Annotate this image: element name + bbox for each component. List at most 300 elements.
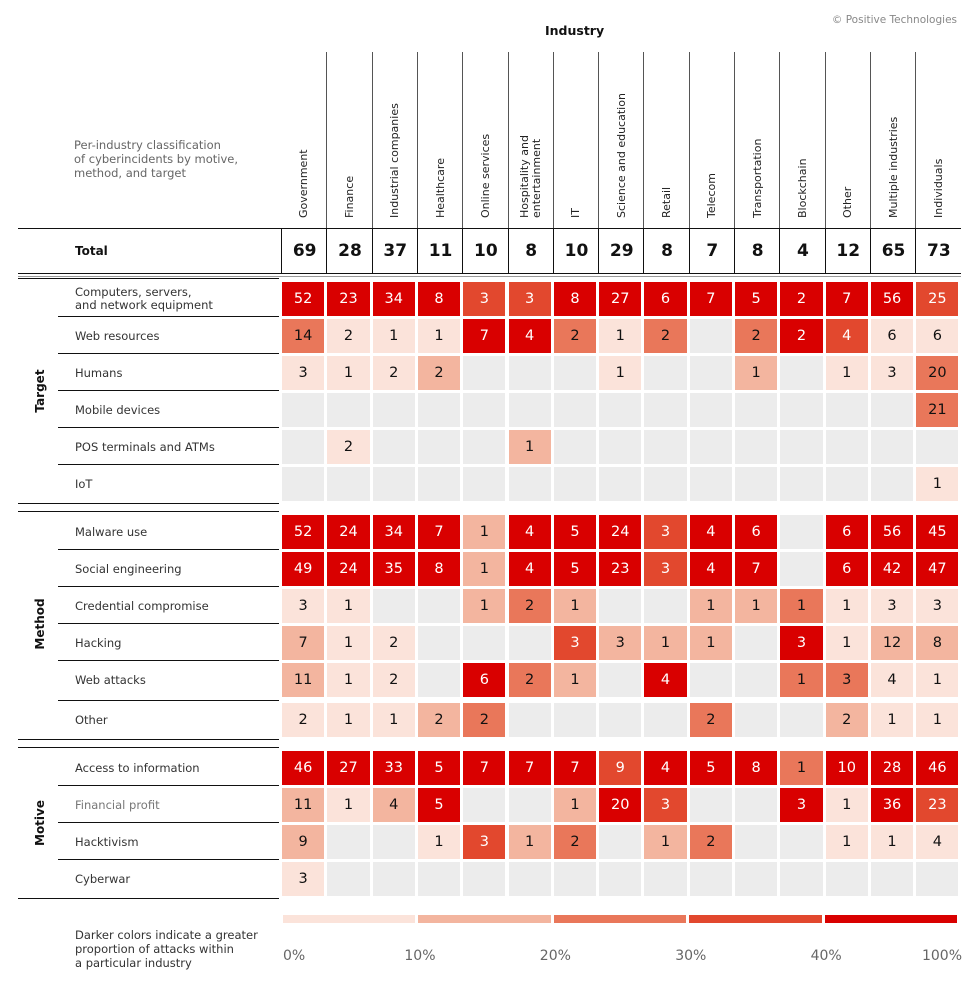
heatmap-cell: 46 [916,751,958,785]
heatmap-cell: 1 [327,788,369,822]
heatmap-cell: 3 [644,552,686,586]
heatmap-cell: 1 [373,703,415,737]
heatmap-cell: 1 [826,589,868,623]
column-header [553,52,599,228]
heatmap-cell: 4 [826,319,868,353]
caption-line: of cyberincidents by motive, [74,152,239,166]
heatmap-cell [282,430,324,464]
heatmap-cell [373,862,415,896]
heatmap-cell [690,862,732,896]
heatmap-cell: 1 [871,825,913,859]
column-header-label: Government [296,149,310,218]
heatmap-cell: 49 [282,552,324,586]
legend-caption-line: a particular industry [75,956,192,970]
heatmap-cell: 2 [780,319,822,353]
heatmap-cell: 42 [871,552,913,586]
group-bottom-line [18,898,279,899]
row-separator [58,464,279,465]
heatmap-cell [826,467,868,501]
heatmap-cell: 56 [871,282,913,316]
column-header-label: Healthcare [433,158,447,218]
heatmap-cell: 11 [282,663,324,697]
heatmap-cell [373,393,415,427]
heatmap-cell [373,430,415,464]
row-label: Financial profit [75,798,160,812]
column-header [462,52,508,228]
heatmap-cell: 1 [599,356,641,390]
heatmap-cell: 20 [916,356,958,390]
column-header [643,52,689,228]
heatmap-cell: 3 [644,788,686,822]
heatmap-cell [780,825,822,859]
heatmap-cell [735,467,777,501]
row-separator [58,316,279,317]
row-separator [58,859,279,860]
heatmap-cell: 1 [554,663,596,697]
row-label: Access to information [75,761,200,775]
caption-line: method, and target [74,166,186,180]
legend-tick-label: 30% [675,948,707,964]
row-label: Hacktivism [75,835,139,849]
heatmap-cell [463,626,505,660]
heatmap-cell [599,393,641,427]
total-value: 8 [508,229,554,273]
group-top-line [18,278,279,279]
heatmap-cell: 5 [554,515,596,549]
heatmap-cell: 6 [826,515,868,549]
heatmap-cell: 1 [690,589,732,623]
heatmap-cell: 2 [327,430,369,464]
heatmap-cell: 3 [509,282,551,316]
heatmap-cell [509,626,551,660]
heatmap-cell: 20 [599,788,641,822]
column-header [417,52,463,228]
heatmap-cell [418,663,460,697]
row-separator [58,549,279,550]
row-separator [58,785,279,786]
heatmap-cell: 6 [916,319,958,353]
row-separator [58,822,279,823]
legend-tick-label: 40% [810,948,842,964]
legend-tick-label: 10% [404,948,436,964]
heatmap-cell: 52 [282,282,324,316]
heatmap-cell: 3 [916,589,958,623]
heatmap-cell [599,430,641,464]
heatmap-cell: 2 [463,703,505,737]
heatmap-cell [463,393,505,427]
heatmap-cell: 23 [327,282,369,316]
total-value: 12 [825,229,871,273]
total-value: 69 [281,229,327,273]
heatmap-cell [644,703,686,737]
heatmap-cell: 5 [418,788,460,822]
heatmap-cell [599,825,641,859]
heatmap-cell [418,393,460,427]
heatmap-cell: 52 [282,515,324,549]
heatmap-cell: 2 [327,319,369,353]
heatmap-cell [780,703,822,737]
total-value: 8 [734,229,780,273]
heatmap-cell [327,825,369,859]
column-header-label: Science and education [614,93,628,218]
heatmap-cell: 9 [599,751,641,785]
row-separator [58,586,279,587]
heatmap-cell [735,626,777,660]
heatmap-cell [509,703,551,737]
heatmap-cell: 3 [780,626,822,660]
heatmap-cell [463,862,505,896]
heatmap-cell: 4 [690,515,732,549]
heatmap-cell [644,862,686,896]
heatmap-cell: 2 [373,356,415,390]
heatmap-cell: 21 [916,393,958,427]
heatmap-cell: 1 [463,552,505,586]
row-label: Social engineering [75,562,182,576]
heatmap-cell: 1 [780,589,822,623]
heatmap-cell: 9 [282,825,324,859]
heatmap-cell [373,825,415,859]
group-top-line [18,747,279,748]
heatmap-cell: 1 [916,703,958,737]
heatmap-cell [373,589,415,623]
column-header-label: Transportation [750,138,764,218]
heatmap-cell: 47 [916,552,958,586]
heatmap-cell: 1 [599,319,641,353]
heatmap-cell [780,515,822,549]
total-value: 37 [372,229,418,273]
heatmap-cell: 7 [690,282,732,316]
heatmap-cell [282,467,324,501]
row-label: Web attacks [75,673,146,687]
heatmap-cell: 3 [463,825,505,859]
heatmap-cell [780,467,822,501]
heatmap-cell: 6 [871,319,913,353]
heatmap-cell: 46 [282,751,324,785]
heatmap-cell: 1 [916,467,958,501]
total-value: 10 [553,229,599,273]
heatmap-cell: 3 [871,589,913,623]
heatmap-cell [599,862,641,896]
heatmap-cell [690,663,732,697]
row-separator [58,353,279,354]
heatmap-cell: 4 [690,552,732,586]
heatmap-cell: 4 [373,788,415,822]
group-label-target: Target [33,369,47,413]
heatmap-cell: 2 [780,282,822,316]
heatmap-cell [554,356,596,390]
column-header [372,52,418,228]
heatmap-cell: 6 [644,282,686,316]
column-header-label: Retail [660,186,674,218]
heatmap-cell: 7 [735,552,777,586]
total-value: 28 [326,229,372,273]
heatmap-cell: 27 [599,282,641,316]
heatmap-cell [418,626,460,660]
heatmap-cell [916,862,958,896]
column-header [508,52,554,228]
heatmap-cell: 8 [418,282,460,316]
column-header [734,52,780,228]
total-value: 10 [462,229,508,273]
heatmap-cell: 1 [554,788,596,822]
heatmap-cell [644,467,686,501]
heatmap-cell [418,862,460,896]
group-bottom-line [18,739,279,740]
heatmap-cell [644,430,686,464]
heatmap-cell [871,393,913,427]
column-header [326,52,372,228]
column-header-label: Individuals [931,158,945,218]
heatmap-cell: 2 [418,703,460,737]
heatmap-cell: 4 [644,751,686,785]
heatmap-cell [463,467,505,501]
heatmap-cell: 2 [690,825,732,859]
heatmap-cell: 14 [282,319,324,353]
column-header [598,52,644,228]
column-header-label: Multiple industries [886,116,900,218]
group-label-motive: Motive [33,800,47,846]
heatmap-cell [554,393,596,427]
heatmap-cell: 34 [373,282,415,316]
heatmap-cell: 3 [282,589,324,623]
heatmap-cell: 1 [826,825,868,859]
row-label: Cyberwar [75,872,131,886]
column-header-label: Hospitality and entertainment [518,135,544,218]
heatmap-cell: 8 [735,751,777,785]
heatmap-cell: 6 [463,663,505,697]
group-label-method: Method [33,598,47,650]
heatmap-cell [735,703,777,737]
heatmap-cell: 2 [690,703,732,737]
total-value: 8 [643,229,689,273]
heatmap-cell: 5 [554,552,596,586]
heatmap-cell [780,552,822,586]
heatmap-cell: 3 [554,626,596,660]
heatmap-cell: 2 [554,825,596,859]
heatmap-cell [735,393,777,427]
heatmap-cell [690,356,732,390]
heatmap-cell: 3 [826,663,868,697]
heatmap-cell: 2 [735,319,777,353]
heatmap-cell [327,393,369,427]
total-value: 4 [779,229,825,273]
heatmap-cell: 23 [599,552,641,586]
heatmap-cell: 5 [735,282,777,316]
heatmap-cell [463,356,505,390]
heatmap-cell [509,788,551,822]
heatmap-cell [690,319,732,353]
heatmap-cell: 4 [916,825,958,859]
column-header [281,52,326,228]
heatmap-cell: 7 [418,515,460,549]
legend-tick-label: 20% [539,948,571,964]
heatmap-cell [599,663,641,697]
total-label: Total [75,244,108,258]
heatmap-cell: 1 [780,663,822,697]
group-bottom-line [18,503,279,504]
total-value: 11 [417,229,463,273]
caption-line: Per-industry classification [74,138,221,152]
heatmap-cell: 3 [282,356,324,390]
row-separator [58,427,279,428]
heatmap-cell [690,467,732,501]
heatmap-cell [644,356,686,390]
row-label: Humans [75,366,123,380]
heatmap-cell [509,862,551,896]
heatmap-cell: 2 [418,356,460,390]
legend-swatch [689,915,821,923]
heatmap-cell [282,393,324,427]
heatmap-cell [418,467,460,501]
heatmap-cell [599,589,641,623]
heatmap-cell: 7 [509,751,551,785]
heatmap-cell: 1 [509,430,551,464]
heatmap-cell: 2 [282,703,324,737]
row-separator [58,390,279,391]
heatmap-cell [554,703,596,737]
total-value: 29 [598,229,644,273]
heatmap-cell [327,467,369,501]
total-value: 7 [689,229,735,273]
heatmap-cell [599,467,641,501]
heatmap-cell: 7 [463,319,505,353]
heatmap-cell: 34 [373,515,415,549]
total-bottom-line-2 [18,276,961,277]
heatmap-cell: 1 [327,703,369,737]
heatmap-cell: 6 [735,515,777,549]
heatmap-cell: 11 [282,788,324,822]
heatmap-cell [780,862,822,896]
heatmap-cell [735,788,777,822]
heatmap-cell: 28 [871,751,913,785]
heatmap-cell: 1 [327,589,369,623]
heatmap-cell [826,430,868,464]
heatmap-cell [509,467,551,501]
heatmap-cell: 24 [327,515,369,549]
group-top-line [18,511,279,512]
legend-caption-line: Darker colors indicate a greater [75,928,258,942]
heatmap-cell: 4 [644,663,686,697]
heatmap-cell [735,663,777,697]
legend-caption-line: proportion of attacks within [75,942,234,956]
heatmap-cell [644,589,686,623]
row-label: IoT [75,477,93,491]
heatmap-cell: 7 [826,282,868,316]
heatmap-cell [690,430,732,464]
heatmap-cell: 8 [916,626,958,660]
heatmap-cell: 24 [599,515,641,549]
total-bottom-line [18,273,961,274]
heatmap-cell: 36 [871,788,913,822]
heatmap-cell: 7 [282,626,324,660]
heatmap-cell: 2 [509,589,551,623]
column-header-label: Online services [478,133,492,218]
copyright: © Positive Technologies [831,14,957,26]
heatmap-cell: 1 [463,589,505,623]
heatmap-cell: 25 [916,282,958,316]
heatmap-cell: 2 [373,626,415,660]
heatmap-cell [599,703,641,737]
heatmap-cell [463,430,505,464]
industry-axis-title: Industry [545,23,605,38]
column-header-label: IT [569,208,583,218]
row-label: Credential compromise [75,599,209,613]
heatmap-cell: 5 [418,751,460,785]
heatmap-cell [554,467,596,501]
heatmap-cell: 2 [826,703,868,737]
heatmap-cell: 3 [644,515,686,549]
heatmap-cell: 1 [826,356,868,390]
heatmap-cell: 3 [463,282,505,316]
heatmap-cell: 2 [509,663,551,697]
heatmap-cell: 7 [554,751,596,785]
heatmap-cell: 2 [554,319,596,353]
heatmap-cell: 7 [463,751,505,785]
legend-swatch [418,915,550,923]
heatmap-cell [871,467,913,501]
heatmap-cell: 35 [373,552,415,586]
column-header [915,52,961,228]
heatmap-cell [735,862,777,896]
heatmap-cell: 1 [735,589,777,623]
column-header [689,52,735,228]
legend-caption [75,928,258,970]
heatmap-cell [690,393,732,427]
heatmap-cell [690,788,732,822]
heatmap-cell [463,788,505,822]
heatmap-cell [554,862,596,896]
heatmap-cell [327,862,369,896]
heatmap-cell: 4 [509,515,551,549]
legend-tick-label: 100% [921,948,962,964]
heatmap-cell: 4 [509,319,551,353]
heatmap-cell [780,430,822,464]
heatmap-cell [509,356,551,390]
heatmap-cell [509,393,551,427]
heatmap-cell: 2 [644,319,686,353]
heatmap-cell: 8 [554,282,596,316]
column-header [870,52,916,228]
heatmap-cell [418,430,460,464]
column-header-label: Blockchain [795,158,809,218]
heatmap-cell: 1 [644,626,686,660]
legend-swatch [283,915,415,923]
heatmap-cell: 56 [871,515,913,549]
heatmap-cell: 3 [871,356,913,390]
total-value: 65 [870,229,916,273]
heatmap-cell: 24 [327,552,369,586]
heatmap-cell: 10 [826,751,868,785]
heatmap-cell: 1 [327,663,369,697]
heatmap-cell: 4 [509,552,551,586]
heatmap-cell: 33 [373,751,415,785]
heatmap-cell: 1 [509,825,551,859]
heatmap-cell: 1 [373,319,415,353]
heatmap-cell [418,589,460,623]
row-label: Computers, servers, and network equipment [75,285,213,312]
heatmap-cell: 12 [871,626,913,660]
heatmap-cell: 3 [780,788,822,822]
heatmap-cell: 1 [463,515,505,549]
heatmap-cell: 4 [871,663,913,697]
row-label: Mobile devices [75,403,161,417]
row-label: Malware use [75,525,148,539]
heatmap-cell: 6 [826,552,868,586]
heatmap-cell [735,825,777,859]
heatmap-cell: 45 [916,515,958,549]
heatmap-cell: 27 [327,751,369,785]
heatmap-cell: 1 [327,356,369,390]
